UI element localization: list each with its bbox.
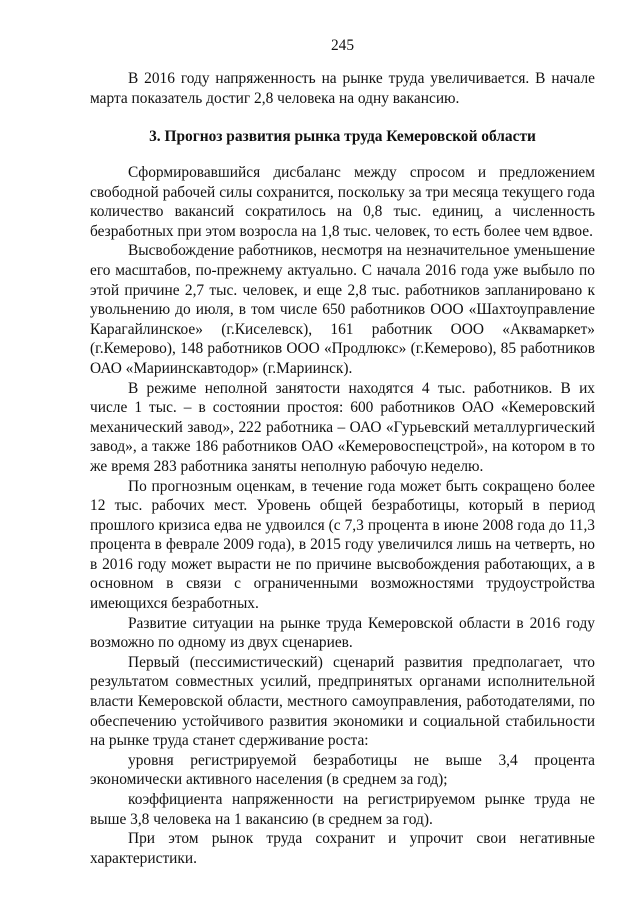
paragraph: Высвобождение работников, несмотря на незначительное уменьшение его масштабов, по-прежнему актуально. С начала 2016 года уже выбыло по этой причине 2,7 тыс. человек, и еще 2,8 тыс. работников запланировано к увольнению до июля, в том числе 650 работников ООО «Шахтоуправление Карагайлинское» (г.Киселевск), 161 работник ООО «Аквамаркет» (г.Кемерово), 148 работников ООО «Продлюкс» (г.Кемерово), 85 работников ОАО «Мариинскавтодор» (г.Мариинск).: [90, 242, 595, 377]
list-item-paragraph: уровня регистрируемой безработицы не выше 3,4 процента экономически активного населения (в среднем за год);: [90, 751, 595, 789]
paragraph: В режиме неполной занятости находятся 4 тыс. работников. В их числе 1 тыс. – в состоянии простоя: 600 работников ОАО «Кемеровский механический завод», 222 работника – ОАО «Гурьевский металлургический завод», а также 186 работников ОАО «Кемеровоспецстрой», на котором в то же время 283 работника заняты неполную рабочую неделю.: [90, 379, 595, 475]
paragraph: По прогнозным оценкам, в течение года может быть сокращено более 12 тыс. рабочих мест. Уровень общей безработицы, который в период прошлого кризиса едва не удвоился (с 7,3 процента в июне 2008 года до 11,3 процента в феврале 2009 года), в 2015 году увеличился лишь на четверть, но в 2016 году может вырасти не по причине высвобождения работающих, а в основном в связи с ограниченными возможностями трудоустройства имеющихся безработных.: [90, 477, 595, 613]
section-body: [90, 163, 595, 868]
page-number: 245: [330, 37, 355, 54]
paragraph: При этом рынок труда сохранит и упрочит свои негативные характеристики.: [90, 830, 595, 867]
paragraph: Развитие ситуации на рынке труда Кемеровской области в 2016 году возможно по одному из двух сценариев.: [90, 614, 595, 652]
list-item-paragraph: коэффициента напряженности на регистрируемом рынке труда не выше 3,8 человека на 1 вакансию (в среднем за год).: [90, 791, 595, 828]
paragraph: Сформировавшийся дисбаланс между спросом и предложением свободной рабочей силы сохранится, поскольку за три месяца текущего года количество вакансий сократилось на 0,8 тыс. единиц, а численность безработных при этом возросла на 1,8 тыс. человек, то есть более чем вдвое.: [90, 164, 595, 240]
intro-paragraph: В 2016 году напряженность на рынке труда увеличивается. В начале марта показатель достиг 2,8 человека на одну вакансию.: [90, 70, 595, 107]
section-title: 3. Прогноз развития рынка труда Кемеровской области: [149, 128, 536, 145]
paragraph: Первый (пессимистический) сценарий развития предполагает, что результатом совместных усилий, предпринятых органами исполнительной власти Кемеровской области, местного самоуправления, работодателями, по обеспечению устойчивого развития экономики и социальной стабильности на рынке труда станет сдерживание роста:: [90, 653, 595, 750]
